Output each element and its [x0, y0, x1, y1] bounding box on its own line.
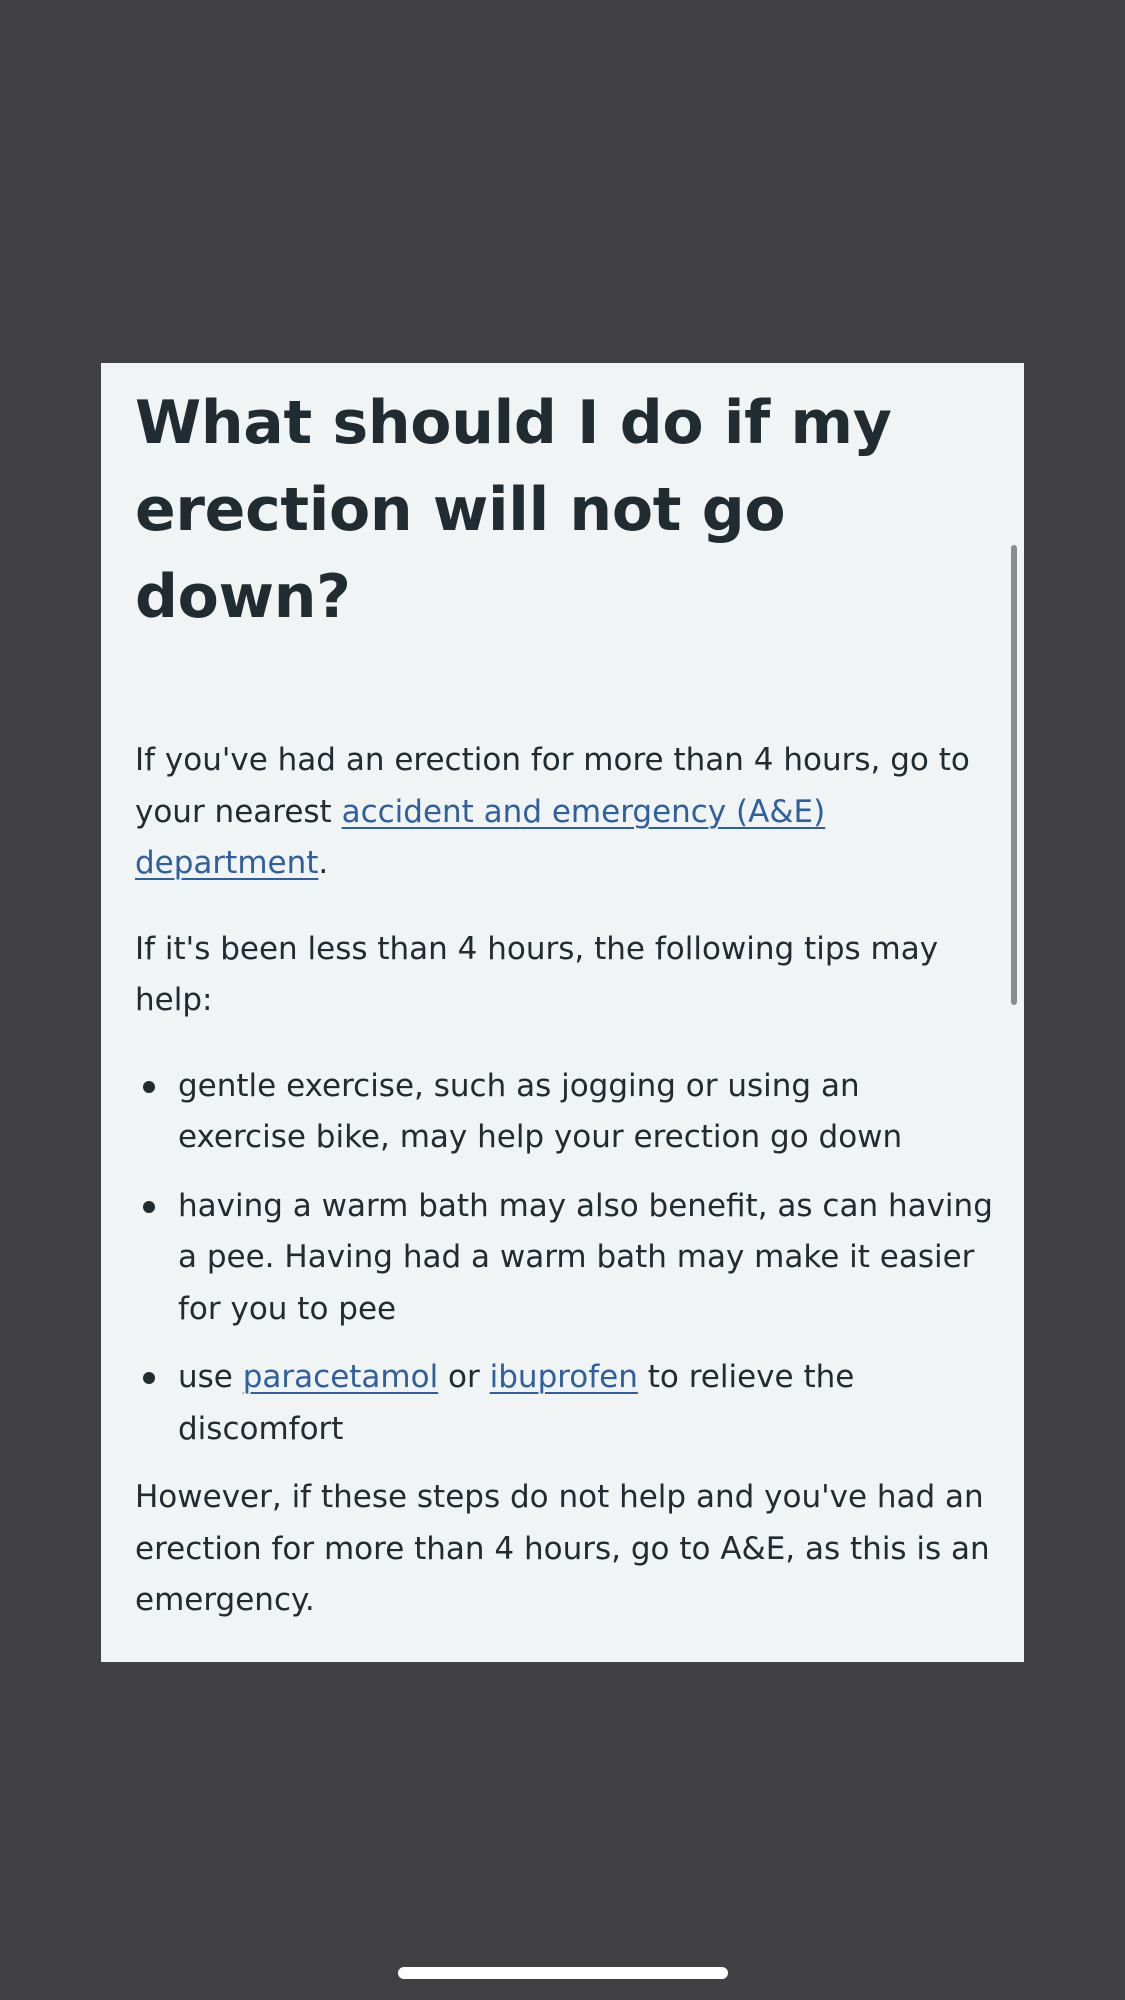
- bullet-icon: [143, 1372, 155, 1384]
- bullet-icon: [143, 1201, 155, 1213]
- paragraph-text: If you've had an erection for more than 4 hours, go to your nearest: [135, 742, 970, 830]
- list-item-text: gentle exercise, such as jogging or using an exercise bike, may help your erection go down: [178, 1067, 903, 1155]
- list-item: [135, 1352, 995, 1455]
- bullet-icon: [143, 1081, 155, 1093]
- list-item-text: or: [438, 1359, 490, 1395]
- home-indicator[interactable]: [398, 1967, 728, 1979]
- paragraph-emergency: [135, 735, 995, 890]
- list-item-text: use: [178, 1359, 243, 1395]
- paragraph-text-end: .: [318, 845, 329, 881]
- list-item: [135, 1181, 995, 1336]
- tips-list: [135, 1061, 995, 1456]
- page-title: What should I do if my erection will not go down?: [135, 388, 892, 632]
- paragraph-warning: However, if these steps do not help and you've had an erection for more than 4 hours, go to A&E, as this is an emergency.: [135, 1479, 990, 1618]
- article-content: [135, 363, 995, 1627]
- list-item-text: having a warm bath may also benefit, as can having a pee. Having had a warm bath may make it easier for you to pee: [178, 1187, 993, 1327]
- paragraph-tips-intro: If it's been less than 4 hours, the following tips may help:: [135, 930, 939, 1018]
- list-item: [135, 1061, 995, 1164]
- ae-department-link[interactable]: accident and emergency (A&E) department: [135, 793, 826, 881]
- article-card: [101, 363, 1024, 1662]
- list-item-text: to relieve the discomfort: [178, 1359, 855, 1447]
- scrollbar[interactable]: [1011, 545, 1017, 1005]
- paracetamol-link[interactable]: paracetamol: [242, 1359, 439, 1395]
- ibuprofen-link[interactable]: ibuprofen: [489, 1359, 638, 1395]
